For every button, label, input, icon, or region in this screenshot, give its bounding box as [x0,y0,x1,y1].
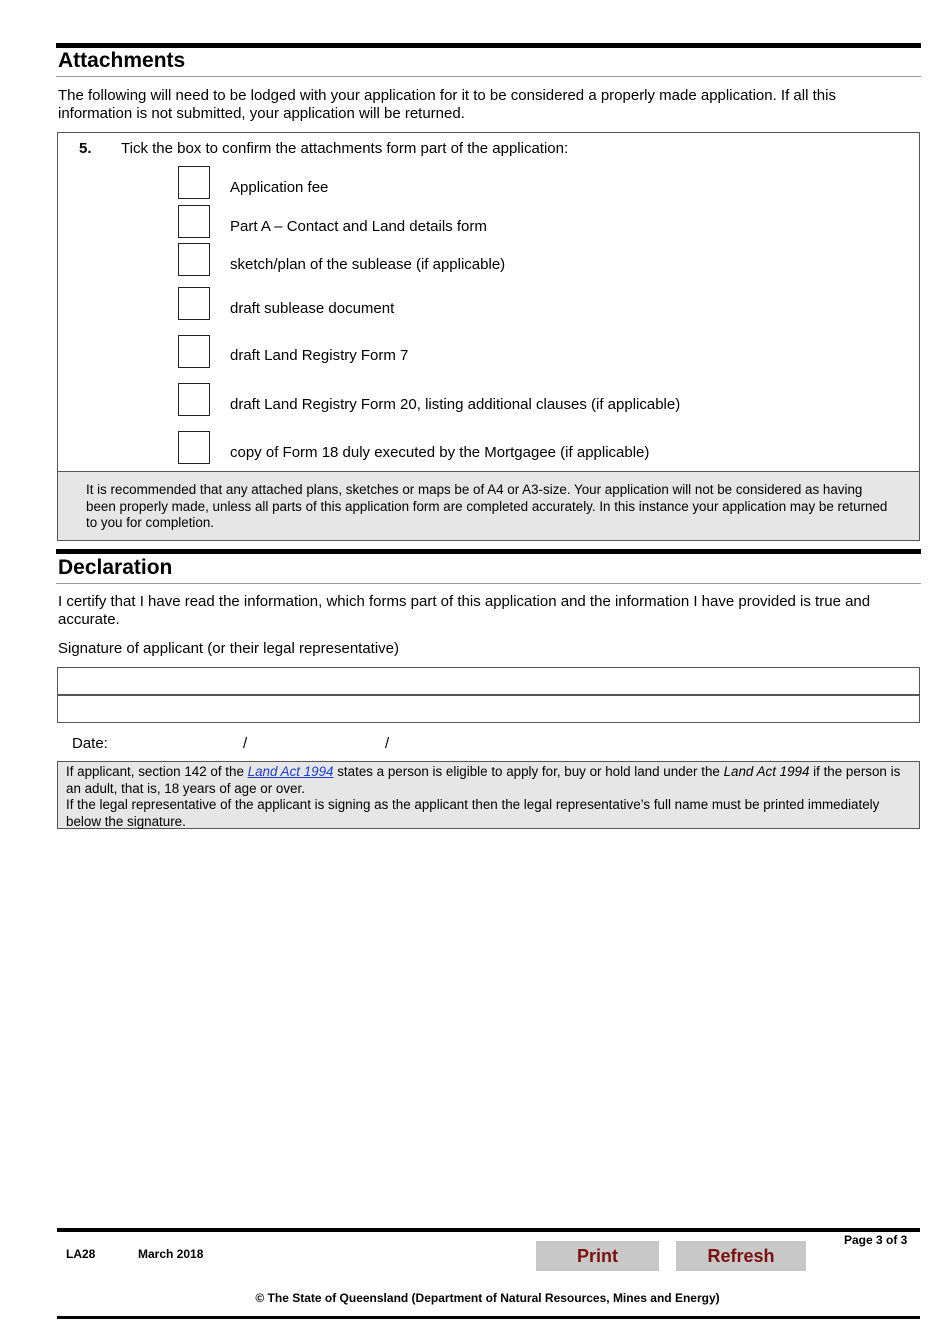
checkbox-form-20[interactable] [178,383,210,416]
form-code: LA28 [66,1247,96,1261]
declaration-certify: I certify that I have read the information, which forms part of this application and the information I have provided is true and accurate. [58,593,871,628]
date-year-field[interactable] [396,731,521,753]
label-application-fee: Application fee [230,179,329,196]
label-form-7: draft Land Registry Form 7 [230,347,409,364]
footer-divider [57,1228,920,1232]
attachments-note: It is recommended that any attached plans, sketches or maps be of A4 or A3-size. Your application will not be considered as having been properly made, unless all parts of this application form are completed accurately. In this instance your application may be returned to you for completion. [57,471,920,541]
label-draft-sublease: draft sublease document [230,300,395,317]
checkbox-sketch-plan[interactable] [178,243,210,276]
note-text: if the person is an adult, that is, 18 years of age or over. [66,764,901,796]
land-act-link[interactable]: Land Act 1994 [247,764,334,779]
declaration-heading: Declaration [58,556,173,579]
attachments-heading: Attachments [58,49,186,72]
signature-field[interactable] [57,667,920,695]
checkbox-application-fee[interactable] [178,166,210,199]
form-date: March 2018 [138,1247,204,1261]
footer-bottom-divider [57,1316,920,1319]
date-day-field[interactable] [118,731,240,753]
date-separator: / [243,735,248,752]
section-divider [56,549,921,554]
date-month-field[interactable] [254,731,379,753]
date-separator: / [385,735,390,752]
checkbox-part-a-form[interactable] [178,205,210,238]
label-part-a-form: Part A – Contact and Land details form [230,218,487,235]
note-text: If applicant, section 142 of the [66,764,248,779]
signature-name-field[interactable] [57,695,920,723]
attachments-intro: The following will need to be lodged with your application for it to be considered a properly made application. If all this information is not submitted, your application will be returned. [58,87,836,122]
label-sketch-plan: sketch/plan of the sublease (if applicable) [230,256,506,273]
note-text: states a person is eligible to apply for, buy or hold land under the [333,764,724,779]
declaration-note [57,761,920,829]
refresh-button[interactable]: Refresh [676,1241,806,1271]
date-label: Date: [72,735,108,752]
heading-underline [56,76,921,77]
print-button[interactable]: Print [536,1241,659,1271]
heading-underline [56,583,921,584]
section-divider [56,43,921,48]
page-number: Page 3 of 3 [844,1233,908,1247]
checkbox-form-18[interactable] [178,431,210,464]
checkbox-form-7[interactable] [178,335,210,368]
label-form-20: draft Land Registry Form 20, listing additional clauses (if applicable) [230,396,681,413]
question-number: 5. [79,140,92,157]
note-italic-text: Land Act 1994 [723,764,810,779]
copyright: © The State of Queensland (Department of Natural Resources, Mines and Energy) [255,1291,720,1305]
question-text: Tick the box to confirm the attachments form part of the application: [121,140,569,157]
checkbox-draft-sublease[interactable] [178,287,210,320]
signature-label: Signature of applicant (or their legal representative) [58,640,400,657]
label-form-18: copy of Form 18 duly executed by the Mortgagee (if applicable) [230,444,650,461]
note-text: If the legal representative of the applicant is signing as the applicant then the legal representative’s full name must be printed immediately below the signature. [66,797,880,829]
